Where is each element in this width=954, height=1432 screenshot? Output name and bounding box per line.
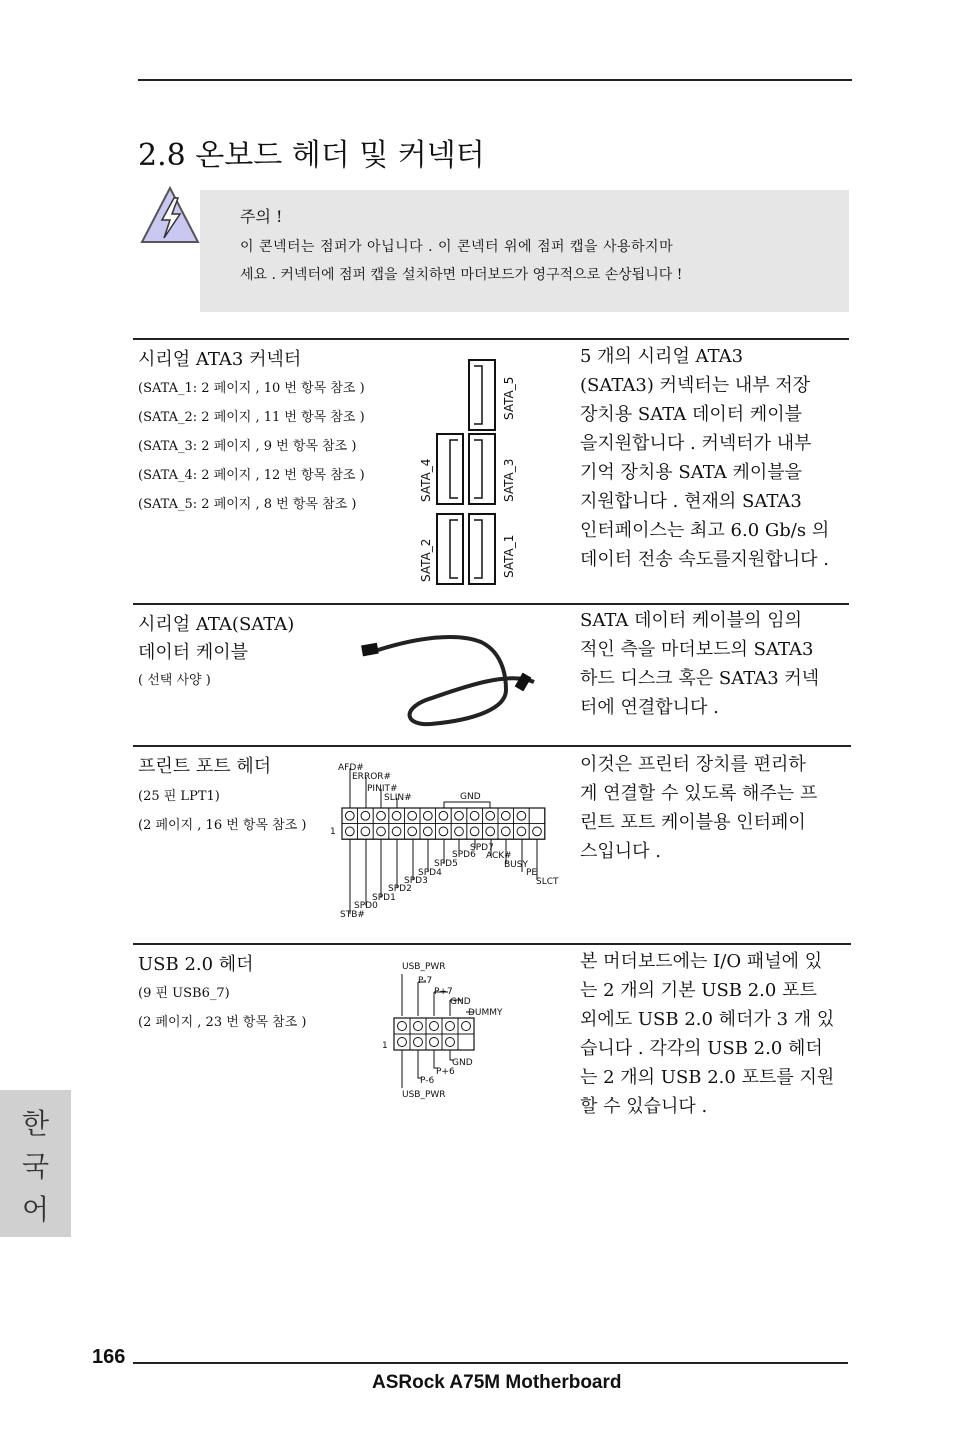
pin	[439, 811, 448, 820]
pin	[486, 827, 495, 836]
usb-ref: (2 페이지 , 23 번 항목 참조 )	[138, 1015, 307, 1030]
svg-text:P+6: P+6	[436, 1067, 455, 1077]
usb-header-diagram	[378, 956, 528, 1102]
pin	[408, 827, 417, 836]
pin-lead	[444, 802, 490, 808]
pin	[486, 811, 495, 820]
pin-cell	[442, 1034, 458, 1050]
pin	[455, 827, 464, 836]
sata3-label: SATA_3	[502, 458, 516, 502]
pin	[361, 827, 370, 836]
svg-text:DUMMY: DUMMY	[468, 1008, 503, 1018]
pin-cell	[420, 808, 436, 824]
svg-text:P+7: P+7	[434, 987, 453, 997]
sata-ref: (SATA_4: 2 페이지 , 12 번 항목 참조 )	[138, 468, 365, 483]
pin-cell	[426, 1018, 442, 1034]
language-char: 한	[21, 1107, 50, 1140]
svg-text:1: 1	[382, 1041, 388, 1051]
sata-title: 시리얼 ATA3 커넥터	[138, 349, 302, 370]
pin	[392, 811, 401, 820]
printer-title: 프린트 포트 헤더	[138, 756, 272, 777]
pin-cell	[482, 824, 498, 840]
footer-model: ASRock A75M Motherboard	[372, 1372, 622, 1393]
bottom-rule	[133, 1362, 848, 1364]
page-number: 166	[92, 1346, 126, 1368]
pin	[470, 811, 479, 820]
svg-text:1: 1	[330, 827, 336, 837]
sata-description: 5 개의 시리얼 ATA3 (SATA3) 커넥터는 내부 저장 장치용 SATA 데이터 케이블 을지원합니다 . 커넥터가 내부 기억 장치용 SATA 케이블을 지원합니다 . 현재의 SATA3 인터페이스는 최고 6.0 Gb/s 의 데이터 전송 속도를지원합니다 .	[580, 346, 830, 570]
printer-pins: (25 핀 LPT1)	[138, 789, 220, 804]
pin-cell	[420, 824, 436, 840]
pin-cell	[467, 808, 483, 824]
svg-text:BUSY: BUSY	[504, 860, 528, 870]
language-tab	[0, 1090, 71, 1237]
pin-cell	[498, 808, 514, 824]
pin-cell	[342, 808, 358, 824]
pin-cell	[458, 1034, 474, 1050]
pin-cell	[373, 808, 389, 824]
pin-cell	[451, 824, 467, 840]
svg-text:P-6: P-6	[420, 1076, 435, 1086]
svg-text:USB_PWR: USB_PWR	[402, 1090, 446, 1100]
pin-cell	[458, 1018, 474, 1034]
pin-cell	[358, 808, 374, 824]
caution-line: 세요 . 커넥터에 점퍼 캡을 설치하면 마더보드가 영구적으로 손상됩니다 !	[240, 267, 683, 283]
svg-text:P-7: P-7	[418, 976, 433, 986]
pin-cell	[529, 824, 545, 840]
svg-text:SPD2: SPD2	[388, 884, 412, 894]
sata1-label: SATA_1	[502, 534, 516, 578]
sata-cable-image	[356, 628, 546, 740]
pin	[430, 1022, 439, 1031]
pin	[408, 811, 417, 820]
sata4-label: SATA_4	[419, 458, 433, 502]
svg-text:GND: GND	[452, 1058, 473, 1068]
pin-cell	[373, 824, 389, 840]
cable-description: SATA 데이터 케이블의 임의 적인 측을 마더보드의 SATA3 하드 디스크 혹은 SATA3 커넥 터에 연결합니다 .	[580, 610, 820, 718]
pin	[430, 1038, 439, 1047]
pin	[446, 1022, 455, 1031]
pin	[470, 827, 479, 836]
pin-cell	[436, 824, 452, 840]
pin-cell	[389, 808, 405, 824]
pin-cell	[467, 824, 483, 840]
svg-text:AFD#: AFD#	[338, 763, 364, 773]
pin	[446, 1038, 455, 1047]
usb-pins: (9 핀 USB6_7)	[138, 986, 230, 1001]
svg-text:ERROR#: ERROR#	[352, 772, 392, 782]
pin-cell	[394, 1018, 410, 1034]
pin-cell	[514, 808, 530, 824]
svg-text:STB#: STB#	[340, 910, 365, 920]
pin	[455, 811, 464, 820]
svg-text:GND: GND	[450, 997, 471, 1007]
pin-cell	[436, 808, 452, 824]
page-title: 2.8 온보드 헤더 및 커넥터	[138, 138, 485, 173]
pin	[377, 827, 386, 836]
pin-cell	[410, 1034, 426, 1050]
svg-text:GND: GND	[460, 792, 481, 802]
printer-header-diagram	[330, 758, 570, 922]
section-rule	[133, 745, 851, 747]
pin	[414, 1038, 423, 1047]
pin	[398, 1038, 407, 1047]
sata-ref: (SATA_1: 2 페이지 , 10 번 항목 참조 )	[138, 381, 365, 396]
pin	[398, 1022, 407, 1031]
pin-cell	[358, 824, 374, 840]
pin	[439, 827, 448, 836]
pin	[423, 827, 432, 836]
pin-cell	[482, 808, 498, 824]
pin	[423, 811, 432, 820]
svg-text:SPD0: SPD0	[354, 901, 378, 911]
sata-ref: (SATA_2: 2 페이지 , 11 번 항목 참조 )	[138, 410, 365, 425]
svg-text:PE: PE	[526, 868, 538, 878]
pin	[392, 827, 401, 836]
usb-description: 본 머더보드에는 I/O 패널에 있 는 2 개의 기본 USB 2.0 포트 외에도 USB 2.0 헤더가 3 개 있 습니다 . 각각의 USB 2.0 헤더 는 2 개의 USB 2.0 포트를 지원 할 수 있습니다 .	[580, 951, 835, 1117]
caution-box	[200, 190, 849, 312]
pin	[501, 811, 510, 820]
cable-title: 데이터 케이블	[138, 642, 249, 663]
language-char: 어	[21, 1193, 50, 1226]
pin	[533, 827, 542, 836]
top-rule	[138, 79, 852, 81]
svg-text:ACK#: ACK#	[486, 851, 512, 861]
caution-heading: 주의 !	[240, 207, 283, 226]
svg-text:SPD6: SPD6	[452, 850, 476, 860]
pin-cell	[498, 824, 514, 840]
svg-text:SLCT: SLCT	[536, 877, 559, 887]
cable-title: 시리얼 ATA(SATA)	[138, 614, 295, 635]
svg-text:USB_PWR: USB_PWR	[402, 962, 446, 972]
pin	[414, 1022, 423, 1031]
svg-text:SPD1: SPD1	[372, 893, 396, 903]
pin-cell	[410, 1018, 426, 1034]
sata5-label: SATA_5	[502, 376, 516, 420]
pin	[501, 827, 510, 836]
pin	[361, 811, 370, 820]
pin	[517, 827, 526, 836]
sata-connector-diagram	[412, 356, 528, 590]
pin-cell	[404, 808, 420, 824]
pin-cell	[342, 824, 358, 840]
pin	[345, 811, 354, 820]
pin	[462, 1022, 471, 1031]
svg-text:SPD7: SPD7	[470, 843, 494, 853]
printer-ref: (2 페이지 , 16 번 항목 참조 )	[138, 818, 307, 833]
pin-cell	[394, 1034, 410, 1050]
svg-text:SLIN#: SLIN#	[384, 793, 412, 803]
pin-cell	[442, 1018, 458, 1034]
pin-cell	[451, 808, 467, 824]
usb-title: USB 2.0 헤더	[138, 954, 254, 975]
pin-cell	[389, 824, 405, 840]
sata-ref: (SATA_3: 2 페이지 , 9 번 항목 참조 )	[138, 439, 357, 454]
printer-description: 이것은 프린터 장치를 편리하 게 연결할 수 있도록 해주는 프 린트 포트 케이블용 인터페이 스입니다 .	[580, 754, 818, 862]
svg-text:SPD3: SPD3	[404, 876, 428, 886]
pin	[345, 827, 354, 836]
cable-optional: ( 선택 사양 )	[138, 673, 211, 688]
pin-cell	[426, 1034, 442, 1050]
section-rule	[133, 338, 849, 340]
section-rule	[133, 603, 849, 605]
pin	[517, 811, 526, 820]
caution-line: 이 콘넥터는 점퍼가 아닙니다 . 이 콘넥터 위에 점퍼 캡을 사용하지마	[240, 239, 674, 255]
sata2-label: SATA_2	[419, 538, 433, 582]
section-rule	[133, 943, 851, 945]
pin-cell	[514, 824, 530, 840]
warning-lightning-icon	[138, 184, 202, 248]
svg-text:SPD5: SPD5	[434, 859, 458, 869]
pin-cell	[529, 808, 545, 824]
sata-ref: (SATA_5: 2 페이지 , 8 번 항목 참조 )	[138, 497, 357, 512]
pin-cell	[404, 824, 420, 840]
pin	[377, 811, 386, 820]
svg-text:PINIT#: PINIT#	[367, 784, 398, 794]
svg-text:SPD4: SPD4	[418, 868, 442, 878]
language-char: 국	[21, 1150, 50, 1183]
